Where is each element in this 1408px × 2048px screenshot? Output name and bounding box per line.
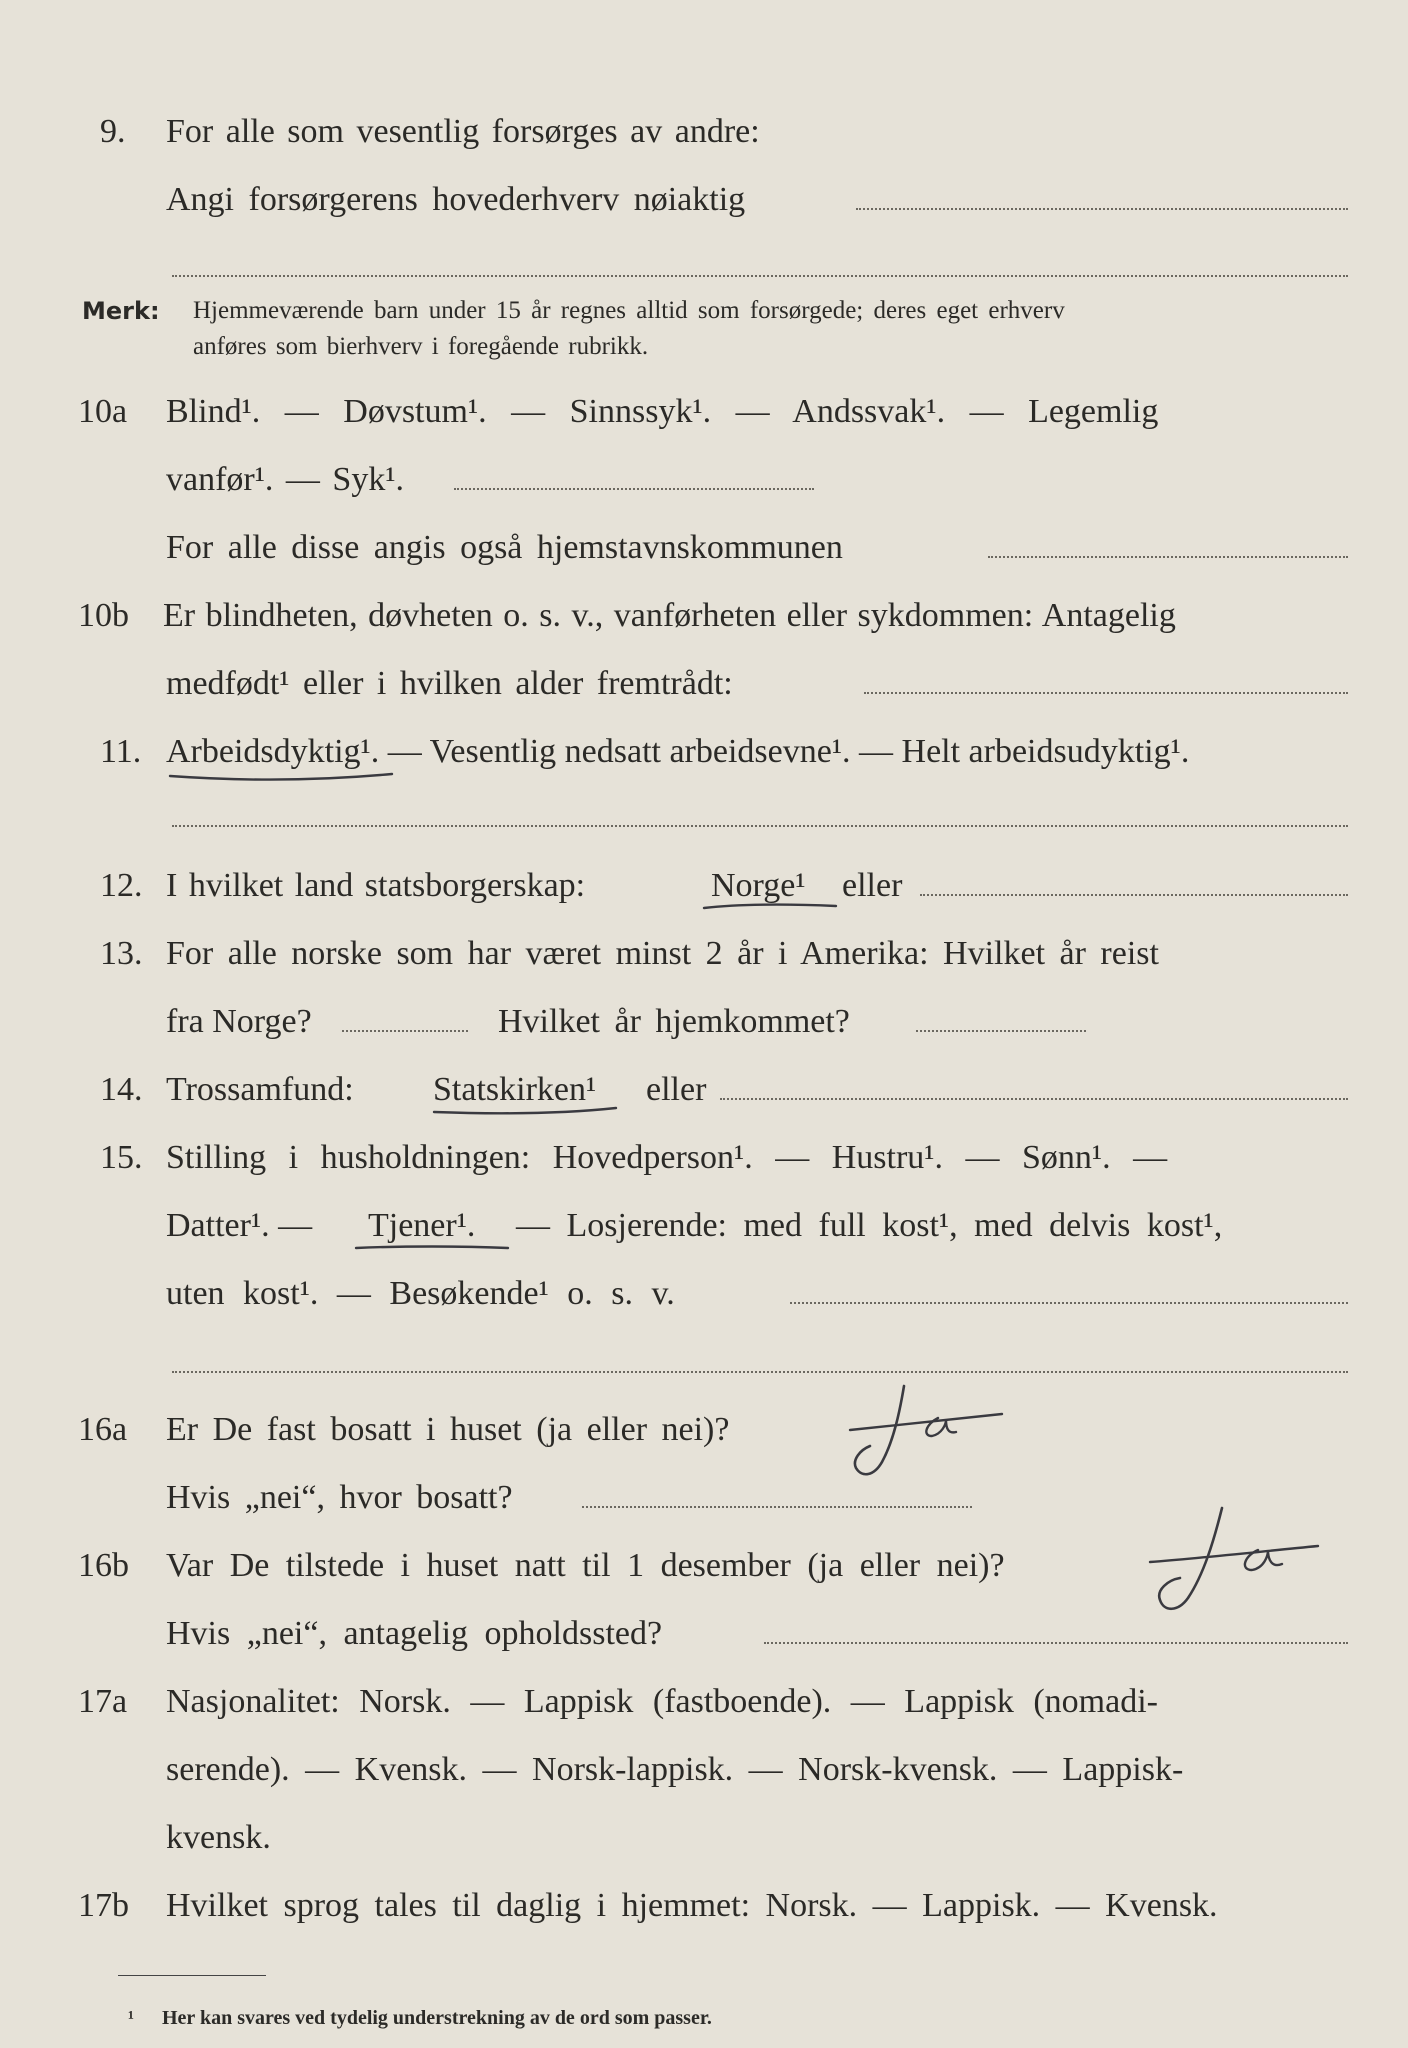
footnote-text: Her kan svares ved tydelig understrekning av de ord som passer.: [162, 2007, 712, 2029]
q10a-line3: For alle disse angis også hjemstavnskommunen: [166, 529, 843, 566]
q9-line1: For alle som vesentlig forsørges av andre:: [166, 113, 760, 150]
q14-number: 14.: [100, 1071, 143, 1108]
q11-handwritten-underline: [166, 762, 396, 790]
q10b-line1: Er blindheten, døvheten o. s. v., vanførheten eller sykdommen: Antagelig: [163, 597, 1176, 634]
q16b-line2: Hvis „nei“, antagelig opholdssted?: [166, 1615, 663, 1652]
q17a-line1: Nasjonalitet: Norsk. — Lappisk (fastboende). — Lappisk (nomadi-: [166, 1683, 1158, 1720]
q12-handwritten-underline: [700, 896, 840, 920]
q12-post: eller: [842, 867, 903, 904]
merk-label: Merk:: [82, 297, 160, 325]
q12-answer-line[interactable]: [920, 894, 1348, 896]
q16a-line1: Er De fast bosatt i huset (ja eller nei)?: [166, 1411, 730, 1448]
q16b-answer-text: Ja: [1146, 1500, 1147, 1501]
q11-rest: — Vesentlig nedsatt arbeidsevne¹. — Helt arbeidsudyktig¹.: [379, 733, 1190, 770]
q10a-line2: vanfør¹. — Syk¹.: [166, 461, 405, 498]
q12-pre: I hvilket land statsborgerskap:: [166, 867, 586, 904]
q9-line2: Angi forsørgerens hovederhverv nøiaktig: [166, 181, 746, 218]
q17a-line3: kvensk.: [166, 1819, 271, 1856]
q11-option-arbeidsdyktig[interactable]: Arbeidsdyktig¹.: [166, 733, 380, 770]
q10b-line2: medfødt¹ eller i hvilken alder fremtrådt:: [166, 665, 733, 702]
q16b-number: 16b: [78, 1547, 129, 1584]
q15-line2-b: — Losjerende: med full kost¹, med delvis kost¹,: [516, 1207, 1223, 1244]
q16a-line2: Hvis „nei“, hvor bosatt?: [166, 1479, 513, 1516]
q17b-number: 17b: [78, 1887, 129, 1924]
q14-pre: Trossamfund:: [166, 1071, 354, 1108]
q15-number: 15.: [100, 1139, 143, 1176]
q14-answer-line[interactable]: [720, 1098, 1348, 1100]
q10a-line1: Blind¹. — Døvstum¹. — Sinnssyk¹. — Andssvak¹. — Legemlig: [166, 393, 1159, 430]
q14-post: eller: [646, 1071, 707, 1108]
q16b-answer-line[interactable]: [764, 1642, 1348, 1644]
q13-reist-line[interactable]: [342, 1030, 468, 1032]
q15-handwritten-underline: [352, 1236, 512, 1260]
q17b-line1: Hvilket sprog tales til daglig i hjemmet: Norsk. — Lappisk. — Kvensk.: [166, 1887, 1218, 1924]
q10a-hjemstavn-line[interactable]: [988, 556, 1348, 558]
q14-handwritten-underline: [430, 1100, 620, 1124]
q13-part-b: Hvilket år hjemkommet?: [498, 1003, 850, 1040]
merk-line2: anføres som bierhverv i foregående rubrikk.: [193, 333, 649, 360]
q15-line2-a: Datter¹. —: [166, 1207, 313, 1244]
q15-line3: uten kost¹. — Besøkende¹ o. s. v.: [166, 1275, 675, 1312]
q15-answer-line[interactable]: [790, 1302, 1348, 1304]
q15-answer-line-2[interactable]: [172, 1371, 1348, 1373]
q10b-number: 10b: [78, 597, 129, 634]
q16a-answer-line[interactable]: [582, 1506, 972, 1508]
q12-number: 12.: [100, 867, 143, 904]
q14-option-statskirken[interactable]: Statskirken¹: [433, 1071, 597, 1108]
q17a-line2: serende). — Kvensk. — Norsk-lappisk. — Norsk-kvensk. — Lappisk-: [166, 1751, 1184, 1788]
q16a-answer-text: Ja: [842, 1380, 843, 1381]
q13-number: 13.: [100, 935, 143, 972]
q15-option-tjener[interactable]: Tjener¹.: [368, 1207, 476, 1244]
q9-answer-line[interactable]: [856, 208, 1348, 210]
q10b-answer-line[interactable]: [864, 692, 1348, 694]
q10a-number: 10a: [78, 393, 128, 430]
q11-answer-line[interactable]: [172, 825, 1348, 827]
q13-line1: For alle norske som har været minst 2 år i Amerika: Hvilket år reist: [166, 935, 1159, 972]
footnote-mark: ¹: [128, 2007, 134, 2029]
q16a-handwritten-answer: [842, 1380, 1012, 1485]
merk-line1: Hjemmeværende barn under 15 år regnes alltid som forsørgede; deres eget erhverv: [193, 297, 1065, 324]
q9-number: 9.: [100, 113, 126, 150]
q15-line1: Stilling i husholdningen: Hovedperson¹. — Hustru¹. — Sønn¹. —: [166, 1139, 1168, 1176]
q13-hjemkommet-line[interactable]: [916, 1030, 1086, 1032]
q16a-number: 16a: [78, 1411, 128, 1448]
q16b-line1: Var De tilstede i huset natt til 1 desember (ja eller nei)?: [166, 1547, 1005, 1584]
q17a-number: 17a: [78, 1683, 128, 1720]
q9-answer-line-2[interactable]: [172, 275, 1348, 277]
q12-option-norge[interactable]: Norge¹: [711, 867, 806, 904]
q10a-answer-line[interactable]: [454, 488, 814, 490]
q11-number: 11.: [100, 733, 142, 770]
q13-part-a: fra Norge?: [166, 1003, 312, 1040]
footnote-rule: [118, 1975, 266, 1976]
q16b-handwritten-answer: [1146, 1500, 1326, 1625]
